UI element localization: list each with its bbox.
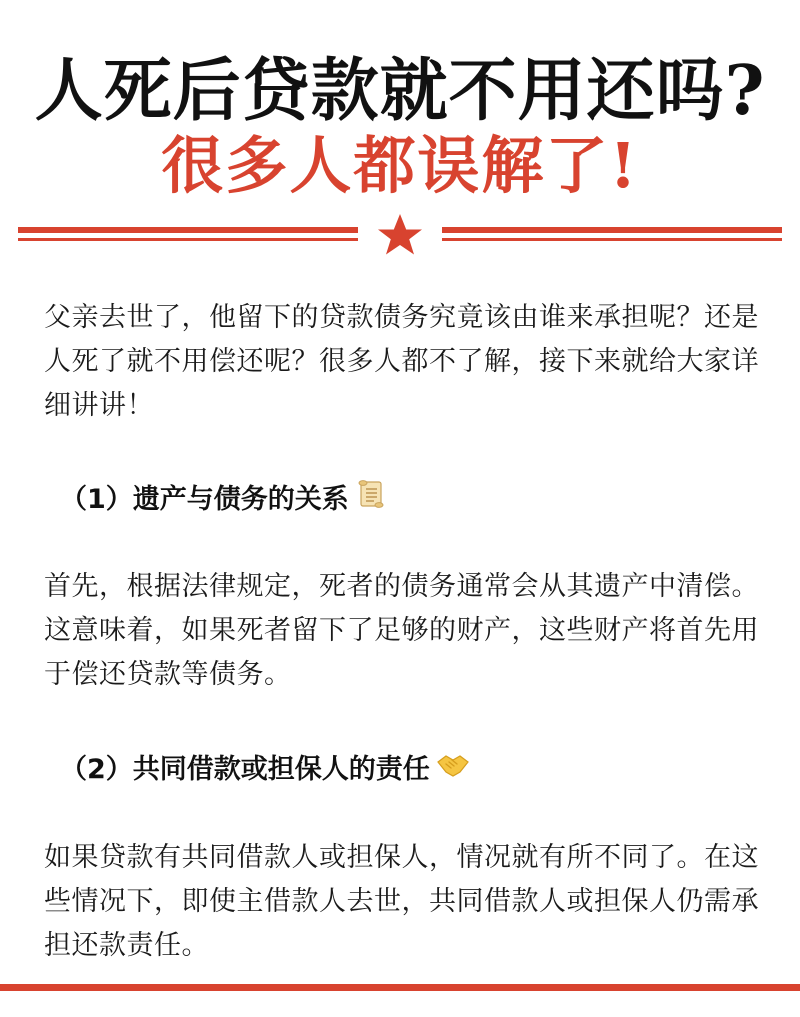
section-heading-2 — [60, 748, 470, 792]
handshake-icon — [436, 748, 470, 792]
title-line-2: 很多人都误解了! — [161, 129, 639, 202]
divider-left-thick-line — [18, 227, 358, 233]
star-icon — [378, 214, 422, 255]
title-line-1: 人死后贷款就不用还吗? — [34, 51, 766, 131]
section-2-paragraph: 如果贷款有共同借款人或担保人，情况就有所不同了。在这些情况下，即使主借款人去世，共同借款人或担保人仍需承担还款责任。 — [44, 842, 759, 961]
section-heading-2-text: （2）共同借款或担保人的责任 — [60, 754, 430, 785]
divider-right-thin-line — [442, 238, 782, 241]
section-1-paragraph: 首先，根据法律规定，死者的债务通常会从其遗产中清偿。这意味着，如果死者留下了足够的财产，这些财产将首先用于偿还贷款等债务。 — [44, 571, 759, 690]
star-divider — [18, 212, 782, 258]
scroll-icon — [355, 478, 387, 522]
section-heading-1-text: （1）遗产与债务的关系 — [60, 484, 349, 515]
divider-right-thick-line — [442, 227, 782, 233]
bottom-red-bar — [0, 984, 800, 991]
intro-paragraph: 父亲去世了，他留下的贷款债务究竟该由谁来承担呢？还是人死了就不用偿还呢？很多人都不了解，接下来就给大家详细讲讲！ — [44, 302, 759, 421]
divider-left-thin-line — [18, 238, 358, 241]
section-heading-1 — [60, 478, 387, 522]
